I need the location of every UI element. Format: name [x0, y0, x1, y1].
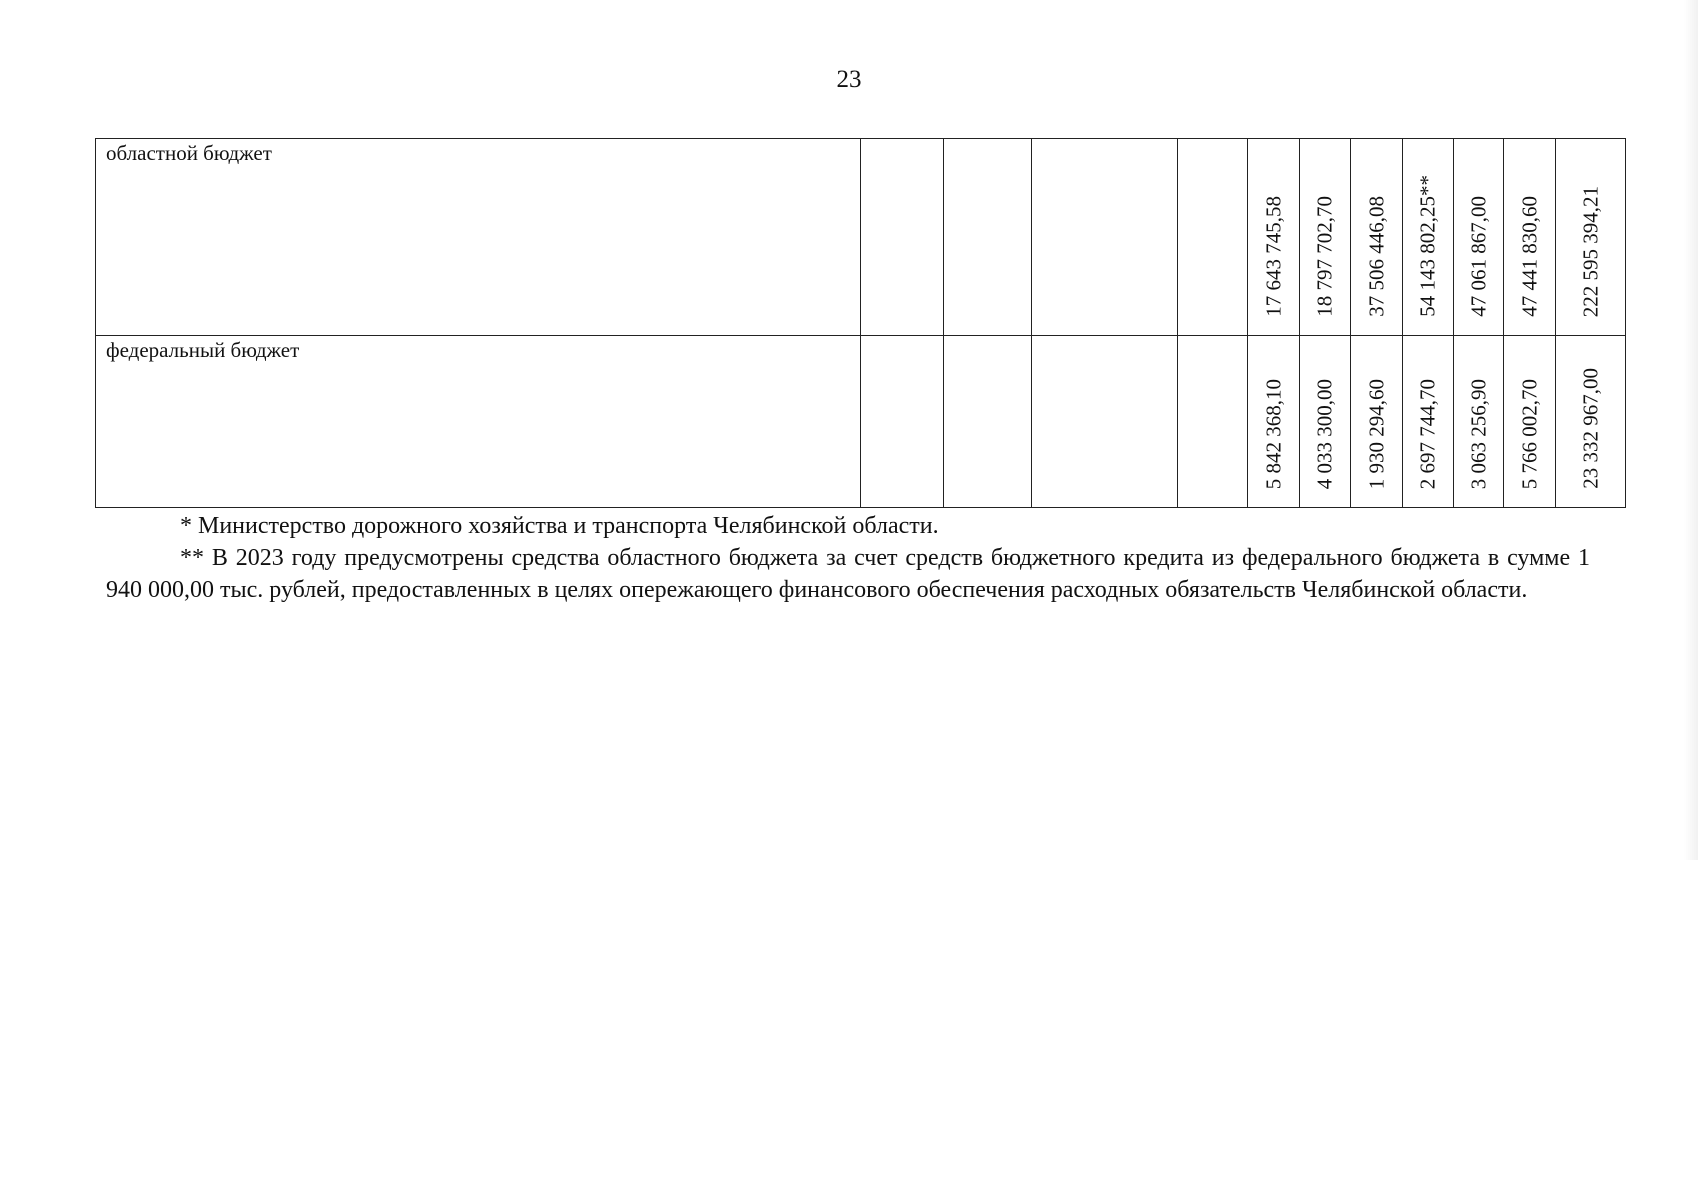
budget-table	[95, 138, 1626, 508]
empty-cell	[861, 139, 944, 336]
empty-cell	[861, 336, 944, 508]
amount-cell	[1454, 139, 1504, 336]
empty-cell	[1178, 336, 1248, 508]
amount-cell	[1504, 336, 1556, 508]
footnote-budget-credit: ** В 2023 году предусмотрены средства областного бюджета за счет средств бюджетного кредита из федерального бюджета в сумме 1 940 000,00 тыс. рублей, предоставленных в целях опережающего финансового обеспечения расходных обязательств Челябинской области.	[106, 545, 1590, 603]
empty-cell	[1032, 139, 1178, 336]
amount-cell	[1248, 139, 1300, 336]
amount-cell	[1403, 336, 1454, 508]
footnote-ministry: * Министерство дорожного хозяйства и транспорта Челябинской области.	[180, 513, 939, 539]
amount-value: 1 930 294,60	[1364, 378, 1388, 489]
amount-value: 47 061 867,00	[1466, 196, 1490, 317]
table-row-regional-budget	[96, 139, 1626, 336]
footnotes	[106, 510, 1590, 606]
amount-value: 17 643 745,58	[1261, 196, 1285, 317]
amount-value: 5 766 002,70	[1517, 378, 1541, 489]
amount-cell	[1248, 336, 1300, 508]
amount-value: 18 797 702,70	[1312, 196, 1337, 317]
amount-cell	[1454, 336, 1504, 508]
amount-value: 54 143 802,25**	[1415, 175, 1440, 317]
empty-cell	[1178, 139, 1248, 336]
row-label: федеральный бюджет	[96, 336, 861, 508]
amount-value: 2 697 744,70	[1415, 378, 1440, 489]
amount-cell	[1351, 139, 1403, 336]
amount-value: 3 063 256,90	[1466, 378, 1490, 489]
amount-cell	[1300, 139, 1351, 336]
amount-cell	[1300, 336, 1351, 508]
page-number: 23	[836, 66, 862, 93]
amount-total-value: 222 595 394,21	[1578, 185, 1602, 317]
amount-value: 37 506 446,08	[1364, 196, 1388, 317]
amount-cell	[1403, 139, 1454, 336]
amount-total-cell	[1556, 139, 1626, 336]
amount-value: 5 842 368,10	[1261, 378, 1285, 489]
amount-total-cell	[1556, 336, 1626, 508]
scan-edge-shadow	[1684, 0, 1698, 860]
amount-cell	[1504, 139, 1556, 336]
row-label: областной бюджет	[96, 139, 861, 336]
empty-cell	[944, 336, 1032, 508]
table-row-federal-budget	[96, 336, 1626, 508]
empty-cell	[944, 139, 1032, 336]
amount-cell	[1351, 336, 1403, 508]
amount-total-value: 23 332 967,00	[1578, 368, 1602, 489]
empty-cell	[1032, 336, 1178, 508]
amount-value: 4 033 300,00	[1312, 378, 1337, 489]
amount-value: 47 441 830,60	[1517, 196, 1541, 317]
